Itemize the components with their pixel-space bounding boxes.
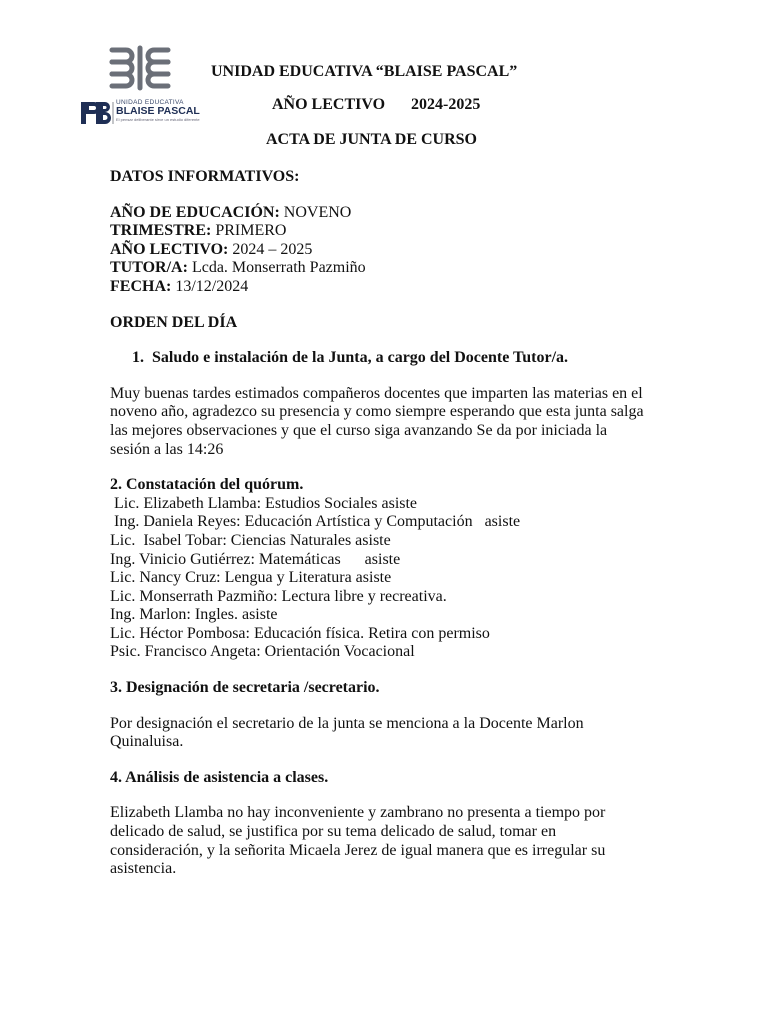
- agenda-item-1-text: Muy buenas tardes estimados compañeros docentes que imparten las materias en el noveno año, agradezco su presencia y como siempre esperando que esta junta salga las mejores observaciones y que el curso siga avanzando Se da por iniciada la sesión a las 14:26: [110, 384, 644, 458]
- quorum-line: Lic. Monserrath Pazmiño: Lectura libre y recreativa.: [110, 587, 447, 605]
- logo-line1: UNIDAD EDUCATIVA: [116, 99, 184, 106]
- agenda-item-4-text: Elizabeth Llamba no hay inconveniente y zambrano no presenta a tiempo por delicado de salud, se justifica por su tema delicado de salud, tomar en consideración, y la señorita Micaela Jerez de igual manera que es irregular su asistencia.: [110, 804, 606, 878]
- quorum-line: Ing. Vinicio Gutiérrez: Matemáticas asiste: [110, 550, 401, 568]
- info-field-value: Lcda. Monserrath Pazmiño: [187, 259, 366, 277]
- quorum-line: Lic. Nancy Cruz: Lengua y Literatura asiste: [110, 569, 392, 587]
- logo-line2: BLAISE PASCAL: [116, 105, 200, 117]
- agenda-item-1-title: 1. Saludo e instalación de la Junta, a cargo del Docente Tutor/a.: [132, 349, 569, 367]
- school-year-value: 2024-2025: [411, 96, 481, 113]
- info-field: [110, 204, 650, 223]
- info-field: [110, 222, 650, 241]
- info-field-label: TUTOR/A:: [110, 259, 188, 277]
- info-field-value: 2024 – 2025: [228, 240, 313, 258]
- quorum-line: Ing. Daniela Reyes: Educación Artística y Computación asiste: [110, 513, 521, 531]
- info-field-label: FECHA:: [110, 277, 172, 295]
- quorum-line: Lic. Isabel Tobar: Ciencias Naturales asiste: [110, 531, 391, 549]
- info-field: [110, 259, 650, 278]
- quorum-line: Ing. Marlon: Ingles. asiste: [110, 606, 278, 624]
- agenda-heading: ORDEN DEL DÍA: [110, 313, 238, 331]
- info-field: [110, 278, 650, 297]
- school-year-label: AÑO LECTIVO: [272, 96, 386, 113]
- quorum-line: Lic. Héctor Pombosa: Educación física. Retira con permiso: [110, 624, 490, 642]
- quorum-line: Psic. Francisco Angeta: Orientación Vocacional: [110, 643, 415, 661]
- logo-text: [116, 99, 200, 122]
- institution-name: UNIDAD EDUCATIVA “BLAISE PASCAL”: [211, 63, 518, 80]
- info-field-value: NOVENO: [279, 203, 352, 221]
- agenda-item-3-number: 3: [110, 679, 118, 697]
- document-body: [110, 168, 650, 879]
- info-field: [110, 241, 650, 260]
- agenda-item-3-text: Por designación el secretario de la junta se menciona a la Docente Marlon Quinaluisa.: [110, 714, 584, 751]
- info-heading: DATOS INFORMATIVOS:: [110, 168, 300, 185]
- quorum-line: Lic. Elizabeth Llamba: Estudios Sociales asiste: [110, 494, 418, 512]
- school-year-heading: [272, 96, 480, 114]
- agenda-item-2-title: 2. Constatación del quórum.: [110, 476, 304, 494]
- agenda-item-3-title: 3. Designación de secretaria /secretario.: [110, 679, 380, 697]
- info-field-label: AÑO LECTIVO:: [110, 240, 229, 258]
- info-field-label: TRIMESTRE:: [110, 222, 212, 240]
- info-field-label: AÑO DE EDUCACIÓN:: [110, 203, 280, 221]
- info-field-value: 13/12/2024: [171, 277, 249, 295]
- info-field-value: PRIMERO: [211, 222, 287, 240]
- logo-tagline: El pensar deliberante sirve un estudio diferente: [116, 117, 200, 122]
- agenda-item-1-number: 1.: [132, 349, 144, 367]
- agenda-item-4-title: 4. Análisis de asistencia a clases.: [110, 768, 329, 786]
- document-title: ACTA DE JUNTA DE CURSO: [266, 131, 477, 148]
